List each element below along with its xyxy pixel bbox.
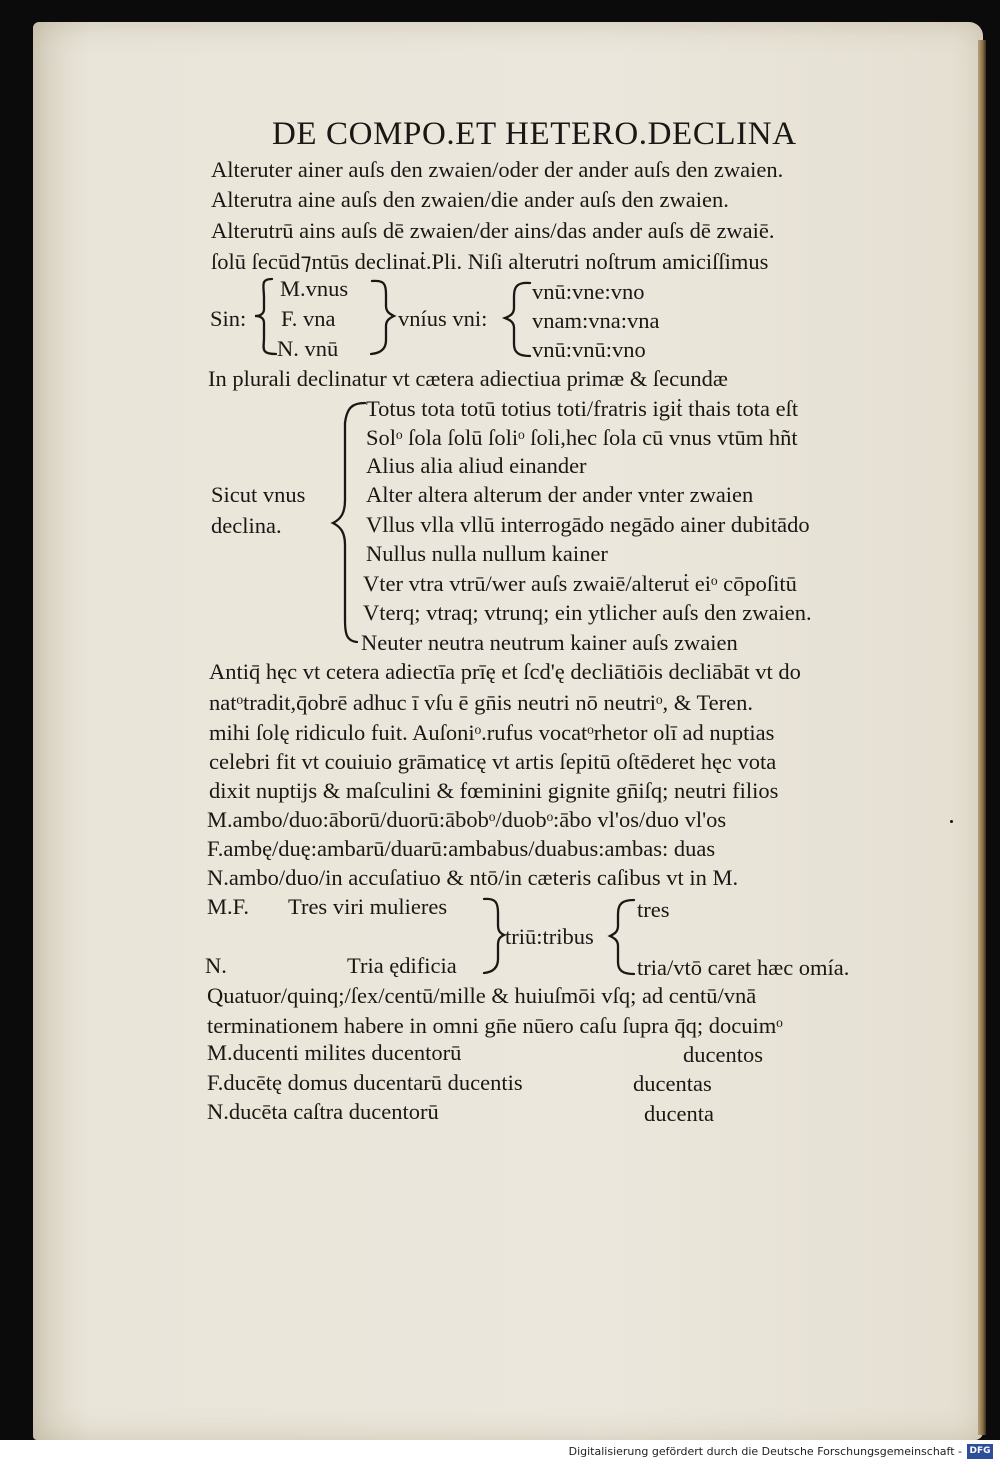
sicut-brace	[323, 395, 368, 650]
right-brace	[500, 278, 536, 360]
gender-form: F. vna	[281, 306, 336, 331]
dfg-logo: DFG	[967, 1444, 993, 1459]
gender-form: M.vnus	[280, 276, 349, 301]
tria-acc: tria/vtō caret hæc omía.	[637, 955, 850, 980]
gender-form: N. vnū	[277, 336, 339, 361]
digitization-footer	[0, 1440, 1000, 1465]
ducenti-row: F.ducētę domus ducentarū ducentis	[207, 1070, 523, 1095]
text-line: F.ambę/duę:ambarū/duarū:ambabus/duabus:ambas: duas	[207, 836, 716, 861]
text-line: Quatuor/quinq;/ſex/centū/mille & huiuſmōi vſq; ad centū/vnā	[207, 983, 757, 1008]
gender-label: N.	[205, 953, 227, 978]
declension-item: Vterq; vtraq; vtrunq; ein ytlicher auſs den zwaien.	[363, 600, 812, 625]
page-edge	[978, 40, 986, 1435]
ducenti-acc: ducentas	[633, 1071, 712, 1096]
text-line: M.ambo/duo:āborū/duorū:ābobᵒ/duobᵒ:ābo vl'os/duo vl'os	[207, 807, 727, 832]
text-line: natᵒtradit,q̄obrē adhuc ī vſu ē gn̄is neutri nō neutriᵒ, & Teren.	[209, 690, 753, 715]
funding-credit: Digitalisierung gefördert durch die Deutsche Forschungsgemeinschaft -	[568, 1445, 962, 1458]
case-forms: vnam:vna:vna	[532, 308, 660, 333]
tres-brace-right	[602, 894, 642, 979]
middle-brace	[368, 276, 404, 358]
ducenti-acc: ducentos	[683, 1042, 763, 1067]
gender-label: M.F.	[207, 894, 249, 919]
tres-acc: tres	[637, 897, 670, 922]
declension-item: Vllus vlla vllū interrogādo negādo ainer dubitādo	[366, 512, 810, 537]
tres-form: Tres viri mulieres	[288, 894, 448, 919]
genitive-dative: vníus vni:	[398, 306, 488, 331]
case-forms: vnū:vnū:vno	[532, 337, 646, 362]
text-line: Alteruter ainer auſs den zwaien/oder der ander auſs den zwaien.	[211, 157, 784, 182]
page-title: DE COMPO.ET HETERO.DECLINA	[272, 116, 797, 152]
ducenti-row: M.ducenti milites ducentorū	[207, 1040, 462, 1065]
sicut-label: declina.	[211, 513, 282, 538]
tres-cases: triū:tribus	[505, 924, 594, 949]
tres-brace-left	[478, 893, 518, 978]
tria-form: Tria ędificia	[347, 953, 457, 978]
text-line: ſolū ſecūd⁊ntūs declinaṫ.Pli. Niſi alterutri noſtrum amiciſſimus	[211, 249, 769, 274]
text-line: Alterutra aine auſs den zwaien/die ander auſs den zwaien.	[211, 187, 729, 212]
text-line: celebri fit vt couiuio grāmaticę vt artis ſepitū oſtēderet hęc vota	[209, 749, 777, 774]
text-line: N.ambo/duo/in accuſatiuo & ntō/in cæteris caſibus vt in M.	[207, 865, 739, 890]
declension-item: Alter altera alterum der ander vnter zwaien	[366, 482, 754, 507]
singular-label: Sin:	[210, 306, 247, 331]
declension-item: Neuter neutra neutrum kainer auſs zwaien	[361, 630, 738, 655]
text-line: terminationem habere in omni gn̄e nūero caſu ſupra q̄q; docuimᵒ	[207, 1013, 783, 1038]
ducenti-row: N.ducēta caſtra ducentorū	[207, 1099, 439, 1124]
declension-item: Nullus nulla nullum kainer	[366, 541, 608, 566]
declension-item: Alius alia aliud einander	[366, 453, 587, 478]
ducenti-acc: ducenta	[644, 1101, 714, 1126]
text-line: mihi ſolę ridiculo fuit. Auſoniᵒ.rufus vocatᵒrhetor olī ad nuptias	[209, 720, 775, 745]
declension-item: Totus tota totū totius toti/fratris igiṫ thais tota eſt	[366, 396, 799, 421]
text-line: Alterutrū ains auſs dē zwaien/der ains/das ander auſs dē zwaiē.	[211, 218, 775, 243]
left-brace	[250, 276, 290, 358]
text-line: dixit nuptijs & maſculini & fœminini gignite gn̄iſq; neutri filios	[209, 778, 779, 803]
text-line: Antiq̄ hęc vt cetera adiectīa prīę et ſcd'ę decliātiōis decliābāt vt do	[209, 659, 801, 684]
text-line: In plurali declinatur vt cætera adiectiua primæ & ſecundæ	[208, 366, 728, 391]
ink-speck	[950, 820, 953, 823]
declension-item: Solᵒ ſola ſolū ſoliᵒ ſoli,hec ſola cū vnus vtūm hñt	[366, 425, 798, 450]
sicut-label: Sicut vnus	[211, 482, 306, 507]
case-forms: vnū:vne:vno	[532, 279, 645, 304]
declension-item: Vter vtra vtrū/wer auſs zwaiē/alteruṫ eiᵒ cōpoſitū	[363, 571, 797, 596]
